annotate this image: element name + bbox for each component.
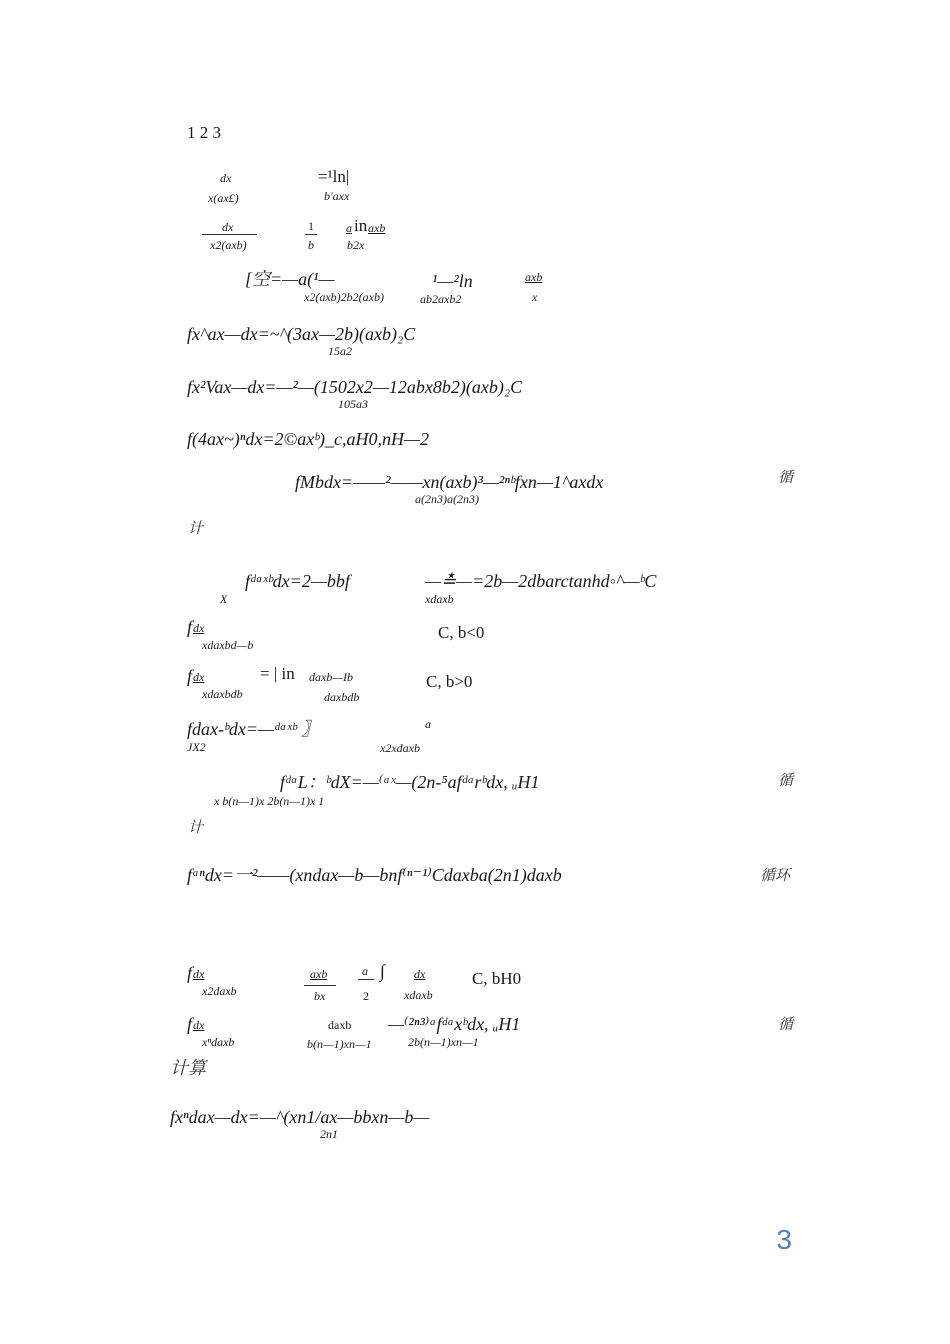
formula-denominator: xⁿdaxb — [202, 1035, 235, 1049]
formula-text: a — [346, 221, 352, 235]
formula-numerator: a — [362, 964, 368, 978]
formula-subscript: 2n1 — [320, 1127, 338, 1141]
formula-line: fᵃⁿdx=一²——(xndax—b—bnf⁽ⁿ⁻¹⁾Cdaxba(2n1)daxb — [187, 865, 562, 885]
formula-numerator: axb — [310, 967, 328, 981]
formula-subscript: X — [220, 592, 228, 606]
formula-line: fdax-ᵇdx=—ᵈᵃˣᵇ 〗 — [187, 719, 320, 739]
page-number: 3 — [776, 1224, 792, 1255]
formula-numerator: 1 — [308, 219, 314, 233]
formula-subscript: a(2n3)a(2n3) — [415, 492, 479, 506]
formula-subscript: JX2 — [187, 740, 206, 754]
formula-denominator: bx — [314, 989, 326, 1003]
formula-text: [空=—a(¹— — [245, 269, 335, 289]
formula-text: = | in — [260, 664, 295, 683]
formula-text: axb — [525, 270, 543, 284]
side-note: 循 — [778, 771, 794, 789]
formula-text: ¹—²ln — [432, 271, 473, 291]
formula-numerator: dx — [193, 621, 205, 635]
formula-denominator: daxbdb — [324, 690, 360, 704]
fraction-bar — [305, 234, 317, 235]
formula-subscript: b2x — [347, 238, 365, 252]
formula-numerator: dx — [220, 171, 232, 185]
formula-denominator: x(ax£) — [208, 191, 239, 205]
formula-condition: C, b<0 — [438, 623, 485, 642]
formula-numerator: dx — [193, 670, 205, 684]
formula-numerator: dx — [193, 1018, 205, 1032]
formula-line: fx^ax—dx=~^(3ax—2b)(axb)₂C — [187, 324, 416, 344]
section-heading: 1 2 3 — [187, 123, 221, 142]
formula-denominator: x2daxb — [202, 984, 237, 998]
formula-line: fx²Vax—dx=—²—(1502x2—12abx8b2)(axb)₂C — [187, 377, 523, 397]
formula-text: f — [187, 617, 193, 637]
formula-subscript: 105a3 — [338, 397, 368, 411]
formula-numerator: dx — [193, 967, 205, 981]
side-note: 循环 — [760, 866, 791, 884]
formula-denominator: 2 — [363, 989, 369, 1003]
formula-subscript: x — [532, 290, 538, 304]
formula-denominator: xdaxb — [404, 988, 433, 1002]
formula-line: fᵈᵃˣᵇdx=2—bbf — [245, 571, 350, 591]
integral-sign: ∫ — [380, 961, 385, 981]
fraction-bar — [202, 234, 257, 235]
fraction-bar — [304, 985, 336, 986]
formula-text: in — [354, 216, 368, 235]
formula-line: —≛—=2b—2dbarctanhd◦^—ᵇC — [425, 571, 657, 591]
formula-text: daxb—Ib — [309, 670, 353, 684]
side-note: 循 — [778, 1015, 794, 1033]
formula-subscript: ab2axb2 — [420, 292, 462, 306]
formula-denominator: b — [308, 238, 314, 252]
formula-numerator: dx — [222, 220, 234, 234]
formula-text: f — [187, 1014, 193, 1034]
formula-denominator: xdaxbd—b — [202, 638, 254, 652]
formula-line: fᵈᵃL：ᵇdX=—⁽ᵃˣ—(2n-⁵afᵈᵃrᵇdx, ᵤH1 — [280, 772, 540, 792]
calc-label: 计 — [188, 519, 204, 537]
formula-subscript: x b(n—1)x 2b(n—1)x 1 — [214, 794, 325, 808]
formula-numerator: daxb — [328, 1018, 352, 1032]
formula-line: f(4ax~)ⁿdx=2©axᵇ)_c,aH0,nH—2 — [187, 429, 430, 449]
fraction-bar — [358, 979, 374, 980]
formula-text: =¹ln| — [318, 167, 350, 186]
side-note: 循 — [778, 468, 794, 486]
formula-subscript: 15a2 — [328, 344, 352, 358]
formula-line: fMbdx=——²——xn(axb)³—²ⁿᵇfxn—1^axdx — [295, 472, 604, 492]
formula-text: a — [425, 717, 431, 731]
formula-text: f — [187, 963, 193, 983]
formula-text: axb — [368, 221, 386, 235]
formula-denominator: 2b(n—1)xn—1 — [408, 1035, 479, 1049]
formula-subscript: b'axx — [324, 189, 350, 203]
formula-numerator: dx — [414, 967, 426, 981]
formula-denominator: xdaxbdb — [202, 687, 243, 701]
formula-condition: C, bH0 — [472, 969, 522, 988]
formula-subscript: x2(axb)2b2(axb) — [304, 290, 384, 304]
formula-line: —⁽²ⁿ³⁾ᵃfᵈᵃxᵇdx, ᵤH1 — [388, 1014, 521, 1034]
calc-label: 计算 — [170, 1058, 206, 1079]
formula-line: fxⁿdax—dx=—^(xn1/ax—bbxn—b— — [170, 1107, 430, 1127]
formula-denominator: x2(axb) — [210, 238, 247, 252]
calc-label: 计 — [188, 818, 204, 836]
formula-denominator: x2xdaxb — [380, 741, 420, 755]
formula-subscript: xdaxb — [425, 592, 454, 606]
formula-condition: C, b>0 — [426, 672, 473, 691]
formula-denominator: b(n—1)xn—1 — [307, 1037, 372, 1051]
formula-text: f — [187, 666, 193, 686]
